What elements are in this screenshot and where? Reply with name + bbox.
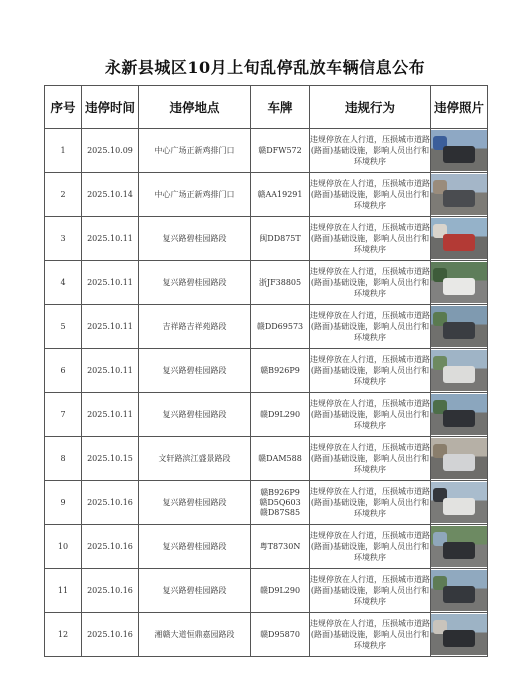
- cell-behavior: 违规停放在人行道，压损城市道路(路面)基础设施，影响人员出行和环境秩序: [310, 261, 431, 305]
- cell-place: 中心广场正新鸡排门口: [139, 129, 251, 173]
- table-body: [45, 129, 488, 657]
- parked-car: [443, 234, 475, 251]
- cell-photo: [431, 173, 488, 217]
- cell-date: 2025.10.16: [82, 525, 139, 569]
- table-row: [45, 173, 488, 217]
- cell-photo: [431, 613, 488, 657]
- cell-place: 复兴路碧桂园路段: [139, 349, 251, 393]
- cell-behavior: 违规停放在人行道，压损城市道路(路面)基础设施，影响人员出行和环境秩序: [310, 349, 431, 393]
- violation-photo: [431, 614, 487, 655]
- cell-date: 2025.10.11: [82, 261, 139, 305]
- cell-no: 1: [45, 129, 82, 173]
- table-row: [45, 437, 488, 481]
- table-row: [45, 569, 488, 613]
- cell-no: 10: [45, 525, 82, 569]
- cell-place: 复兴路碧桂园路段: [139, 569, 251, 613]
- cell-photo: [431, 129, 488, 173]
- cell-place: 复兴路碧桂园路段: [139, 393, 251, 437]
- table-row: [45, 613, 488, 657]
- parked-car: [443, 630, 475, 647]
- violation-photo: [431, 570, 487, 611]
- cell-behavior: 违规停放在人行道，压损城市道路(路面)基础设施，影响人员出行和环境秩序: [310, 217, 431, 261]
- cell-no: 6: [45, 349, 82, 393]
- cell-behavior: 违规停放在人行道，压损城市道路(路面)基础设施，影响人员出行和环境秩序: [310, 613, 431, 657]
- cell-place: 湘赣大道恒鼎嘉园路段: [139, 613, 251, 657]
- cell-photo: [431, 437, 488, 481]
- cell-no: 11: [45, 569, 82, 613]
- cell-plate: 赣D9L290: [251, 569, 310, 613]
- cell-behavior: 违规停放在人行道，压损城市道路(路面)基础设施，影响人员出行和环境秩序: [310, 393, 431, 437]
- cell-behavior: 违规停放在人行道，压损城市道路(路面)基础设施，影响人员出行和环境秩序: [310, 569, 431, 613]
- violation-photo: [431, 350, 487, 391]
- parked-car: [443, 542, 475, 559]
- violation-table: [44, 85, 488, 657]
- table-row: [45, 129, 488, 173]
- cell-date: 2025.10.16: [82, 481, 139, 525]
- cell-behavior: 违规停放在人行道，压损城市道路(路面)基础设施，影响人员出行和环境秩序: [310, 305, 431, 349]
- table-row: [45, 393, 488, 437]
- parked-car: [443, 410, 475, 427]
- cell-photo: [431, 569, 488, 613]
- cell-place: 复兴路碧桂园路段: [139, 217, 251, 261]
- violation-photo: [431, 438, 487, 479]
- cell-place: 复兴路碧桂园路段: [139, 261, 251, 305]
- column-header-date: 违停时间: [82, 86, 139, 129]
- cell-photo: [431, 481, 488, 525]
- cell-photo: [431, 525, 488, 569]
- cell-behavior: 违规停放在人行道，压损城市道路(路面)基础设施，影响人员出行和环境秩序: [310, 481, 431, 525]
- cell-plate: 闽DD875T: [251, 217, 310, 261]
- cell-photo: [431, 393, 488, 437]
- parked-car: [443, 454, 475, 471]
- page-title: 永新县城区10月上旬乱停乱放车辆信息公布: [104, 58, 426, 77]
- cell-date: 2025.10.11: [82, 305, 139, 349]
- cell-plate: 赣B926P9 赣D5Q603 赣D87S85: [251, 481, 310, 525]
- cell-date: 2025.10.16: [82, 613, 139, 657]
- cell-photo: [431, 349, 488, 393]
- cell-plate: 赣AA19291: [251, 173, 310, 217]
- cell-no: 5: [45, 305, 82, 349]
- cell-no: 2: [45, 173, 82, 217]
- column-header-no: 序号: [45, 86, 82, 129]
- cell-no: 3: [45, 217, 82, 261]
- cell-plate: 赣DD69573: [251, 305, 310, 349]
- violation-photo: [431, 306, 487, 347]
- cell-place: 复兴路碧桂园路段: [139, 481, 251, 525]
- violation-photo: [431, 526, 487, 567]
- column-header-photo: 违停照片: [431, 86, 488, 129]
- cell-place: 中心广场正新鸡排门口: [139, 173, 251, 217]
- table-row: [45, 481, 488, 525]
- cell-no: 8: [45, 437, 82, 481]
- parked-car: [443, 278, 475, 295]
- cell-place: 吉祥路吉祥苑路段: [139, 305, 251, 349]
- table-row: [45, 305, 488, 349]
- cell-date: 2025.10.15: [82, 437, 139, 481]
- cell-place: 复兴路碧桂园路段: [139, 525, 251, 569]
- cell-no: 9: [45, 481, 82, 525]
- cell-plate: 粤T8730N: [251, 525, 310, 569]
- table-header-row: [45, 86, 488, 129]
- parked-car: [443, 366, 475, 383]
- violation-photo: [431, 174, 487, 215]
- cell-date: 2025.10.11: [82, 217, 139, 261]
- table-row: [45, 349, 488, 393]
- cell-date: 2025.10.09: [82, 129, 139, 173]
- violation-photo: [431, 394, 487, 435]
- cell-behavior: 违规停放在人行道，压损城市道路(路面)基础设施，影响人员出行和环境秩序: [310, 173, 431, 217]
- cell-plate: 赣D95870: [251, 613, 310, 657]
- parked-car: [443, 586, 475, 603]
- cell-no: 4: [45, 261, 82, 305]
- cell-photo: [431, 261, 488, 305]
- cell-plate: 赣D9L290: [251, 393, 310, 437]
- cell-photo: [431, 217, 488, 261]
- cell-plate: 浙JF38805: [251, 261, 310, 305]
- cell-photo: [431, 305, 488, 349]
- cell-behavior: 违规停放在人行道，压损城市道路(路面)基础设施，影响人员出行和环境秩序: [310, 437, 431, 481]
- cell-date: 2025.10.11: [82, 349, 139, 393]
- violation-photo: [431, 218, 487, 259]
- parked-car: [443, 146, 475, 163]
- parked-car: [443, 498, 475, 515]
- column-header-behavior: 违规行为: [310, 86, 431, 129]
- cell-behavior: 违规停放在人行道，压损城市道路(路面)基础设施，影响人员出行和环境秩序: [310, 525, 431, 569]
- cell-plate: 赣DFW572: [251, 129, 310, 173]
- parked-car: [443, 190, 475, 207]
- cell-behavior: 违规停放在人行道，压损城市道路(路面)基础设施，影响人员出行和环境秩序: [310, 129, 431, 173]
- cell-plate: 赣B926P9: [251, 349, 310, 393]
- table-row: [45, 525, 488, 569]
- table-row: [45, 217, 488, 261]
- cell-plate: 赣DAM588: [251, 437, 310, 481]
- cell-no: 12: [45, 613, 82, 657]
- table-row: [45, 261, 488, 305]
- violation-photo: [431, 262, 487, 303]
- cell-date: 2025.10.16: [82, 569, 139, 613]
- violation-photo: [431, 482, 487, 523]
- cell-date: 2025.10.14: [82, 173, 139, 217]
- column-header-plate: 车牌: [251, 86, 310, 129]
- cell-place: 文轩路滨江盛景路段: [139, 437, 251, 481]
- cell-date: 2025.10.11: [82, 393, 139, 437]
- parked-car: [443, 322, 475, 339]
- cell-no: 7: [45, 393, 82, 437]
- column-header-place: 违停地点: [139, 86, 251, 129]
- violation-photo: [431, 130, 487, 171]
